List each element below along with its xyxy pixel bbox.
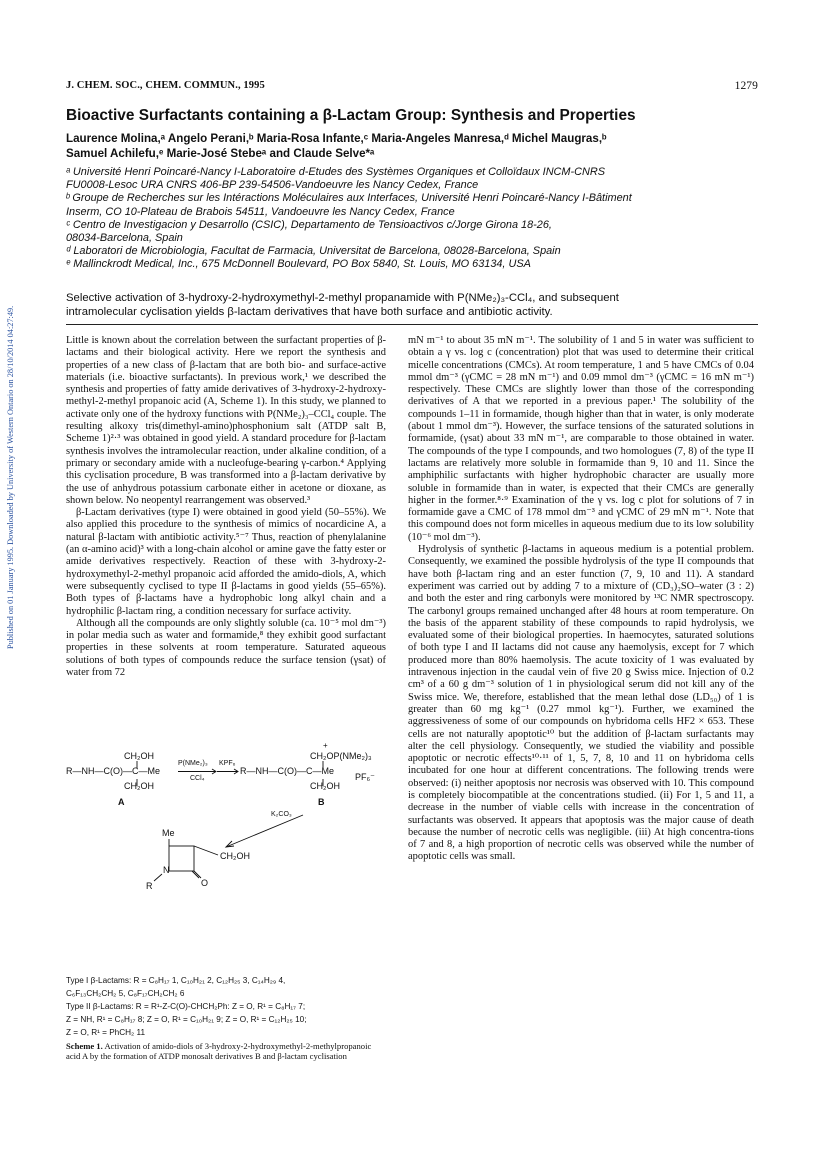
scheme-legend <box>66 974 396 1039</box>
affiliation-line: ᶜ Centro de Investigacion y Desarrollo (CSIC), Departamento de Tensioactivos c/Jorge Girona 18-26, <box>66 218 552 231</box>
paragraph: β-Lactam derivatives (type I) were obtained in good yield (50–55%). We also applied this procedure to the synthesis of mimics of nocardicine A, a natural β-lactam with antibiotic activity.⁵⁻⁷ Thus, reaction of phenylalanine (an α-amino acid)³ with a long-chain alcohol or amine gave the fatty ester or amide derivatives respectively. Reaction of these with 3-hydroxy-2-hydroxymethyl-2-methyl propanoic acid afforded the amido-diols, A, which were subsequently cyclised to type II β-lactams in good yields (55–65%). Both types of β-lactams have a hydrophobic long alkyl chain and a hydrophilic β-lactam ring, a condition necessary for surface activity. <box>66 507 386 617</box>
affiliations <box>66 166 766 272</box>
a-label: A <box>118 797 125 807</box>
article-title: Bioactive Surfactants containing a β-Lactam Group: Synthesis and Properties <box>66 107 636 124</box>
base-reagent: K₂CO₃ <box>271 811 292 818</box>
affiliation-line: ᵉ Mallinckrodt Medical, Inc., 675 McDonnell Boulevard, PO Box 5840, St. Louis, MO 63134, USA <box>66 258 531 271</box>
legend-line: Z = O, R¹ = PhCH₂ 11 <box>66 1028 146 1037</box>
paragraph: Although all the compounds are only slightly soluble (ca. 10⁻⁵ mol dm⁻³) in polar media such as water and formamide,⁸ they exhibit good surfactant properties in these solvents at room temperature. Saturated aqueous solutions of both types of compounds reduce the surface tension (γsat) of water from 72 <box>66 617 386 679</box>
reagent-2: KPF₆ <box>219 760 236 767</box>
abstract-line: intramolecular cyclisation yields β-lactam derivatives that have both surface and antibiotic activity. <box>66 306 553 319</box>
right-column <box>408 335 754 864</box>
paragraph: Hydrolysis of synthetic β-lactams in aqueous medium is a potential problem. Consequently, we examined the possible hydrolysis of the type II compounds that have both β-lactam ring and an ester function (7, 9, 10 and 11). A standard experiment was carried out by adding 7 to a mixture of (CD₃)₂SO–water (3 : 2) and both the ester and ring carbonyls were monitored by ¹³C NMR spectroscopy. The carbonyl groups remained unchanged after 48 hours at room temperature. On the basis of the apparent stability of these compounds to rapid hydrolysis, we evaluated some of their biological properties. In haemocytes, saturated solutions of both type I and II lactams did not cause any haemolysis, except for 7 which produced more than 80% haemolysis. The acute toxicity of 1 was evaluated by intravenous injection in the caudal vein of five 20 g Swiss mice. Injection of 0.2 cm³ of a 60 g dm⁻³ solution of 1 in physiological serum did not kill any of the Swiss mice. We, therefore, established that the mean lethal dose (LD₅₀) of 1 is greater than 60 mg kg⁻¹ (0.27 mmol kg⁻¹). Further, we examined the aggressiveness of some of our compounds on hybridoma cells HF2 × 653. These cells are not naturally apoptotic¹⁰ but the addition of β-lactam surfactants may alter the cell physiology. Consequently, we studied the viability and possible apoptotic or necrotic effects¹⁰·¹¹ of 1, 5, 7, 8, 10 and 11 on hybridoma cells incubated for one hour at different concentrations. The following trends were observed: (i) neither apoptosis nor necrosis was observed with 10. This compound is completely biocompatible at the concentrations studied. (ii) For 1, 5 and 11, a decrease in the number of viable cells with increase in the concentration of surfactants was observed. It appears that apoptosis was the major cause of death because the number of necrotic cells was negligible. (iii) At high concentra-tions of 7 and 8, a high proportion of necrotic cells was observed while the number of apoptotic cells was small. <box>408 544 754 863</box>
affiliation-line: FU0008-Lesoc URA CNRS 406-BP 239-54506-Vandoeuvre les Nancy Cedex, France <box>66 179 479 192</box>
affiliation-line: 08034-Barcelona, Spain <box>66 232 183 245</box>
lactam-nitrogen: N <box>163 865 170 875</box>
download-notice: Published on 01 January 1995. Downloaded by University of Western Ontario on 28/10/2014 04:27:49. <box>6 305 15 649</box>
abstract-line: Selective activation of 3-hydroxy-2-hydroxymethyl-2-methyl propanamide with P(NMe₂)₃-CCl₄, and subsequent <box>66 292 619 304</box>
b-label: B <box>318 797 325 807</box>
affiliation-line: Inserm, CO 10-Plateau de Brabois 54511, Vandoeuvre les Nancy Cedex, France <box>66 205 455 218</box>
author-list <box>66 131 766 161</box>
abstract-divider <box>66 324 758 325</box>
journal-name: J. CHEM. SOC., CHEM. COMMUN., 1995 <box>66 80 265 91</box>
legend-line: Type I β-Lactams: R = C₈H₁₇ 1, C₁₀H₂₁ 2, C₁₂H₂₅ 3, C₁₄H₂₉ 4, <box>66 976 286 985</box>
a-main-chain: R—NH—C(O)—C—Me <box>66 766 160 776</box>
lactam-substituent: R <box>146 881 153 891</box>
legend-line: C₆F₁₃CH₂CH₂ 5, C₈F₁₇CH₂CH₂ 6 <box>66 989 185 998</box>
page-number: 1279 <box>734 80 758 92</box>
lactam-hydroxymethyl: CH₂OH <box>220 851 250 861</box>
affiliation-line: ᵃ Université Henri Poincaré-Nancy I-Laboratoire d-Etudes des Systèmes Organiques et Colloïdaux INCM-CNRS <box>66 166 605 178</box>
b-charge: + <box>323 741 328 750</box>
reagent-1: P(NMe₂)₃ <box>178 760 208 767</box>
paragraph: mN m⁻¹ to about 35 mN m⁻¹. The solubility of 1 and 5 in water was sufficient to obtain a γ vs. log c (concentration) plot that was used to determine their critical micelle concentrations (CMCs). At room temperature, 1 and 5 have CMCs of 0.04 mmol dm⁻³ (γCMC = 28 mN m⁻¹) and 0.09 mmol dm⁻³ (γCMC = 16 mN m⁻¹) respectively. These CMCs are slightly lower than those of the corresponding derivatives of A that we reported in a previous paper.¹ The solubility of the compounds 1–11 in formamide, though higher than that in water, is only moderate (about 1 mmol dm⁻³). However, the surface tensions of the saturated solutions in formamide, (γsat) about 33 mN m⁻¹, are comparable to those obtained in water. The compounds of the type I compounds, and two homologues (7, 8) of the type II lactams are relatively more soluble in formamide than 9, 10 and 11. Since the amphiphilic surfactants with higher hydrophobic character are usually more soluble in formamide than in water, is expected that their CMCs are generally higher in the former.⁸·⁹ Examination of the γ vs. log c plot for solutions of 7 in formamide gave a CMC of 178 mmol dm⁻³ and γCMC of 29 mN m⁻¹. Note that this compound does not form micelles in aqueous medium due to its low solubility (10⁻⁶ mol dm⁻³). <box>408 335 754 543</box>
scheme-caption <box>66 1041 386 1062</box>
b-top-group: CH₂OP(NMe₂)₃ <box>310 751 372 761</box>
b-bottom-group: CH₂OH <box>310 781 340 791</box>
b-counterion: PF₆⁻ <box>355 772 375 782</box>
b-main-chain: R—NH—C(O)—C—Me <box>240 766 334 776</box>
a-bottom-group: CH₂OH <box>124 781 154 791</box>
caption-text: Activation of amido-diols of 3-hydroxy-2-hydroxymethyl-2-methylpropanoic acid A by the formation of ATDP monosalt derivatives B and β-lactam cyclisation <box>66 1041 372 1062</box>
legend-line: Type II β-Lactams: R = R¹-Z-C(O)-CHCH₂Ph: Z = O, R¹ = C₈H₁₇ 7; <box>66 1002 306 1011</box>
affiliation-line: ᵇ Groupe de Recherches sur les Intéractions Moléculaires aux Interfaces, Université Henri Poincaré-Nancy I-Bâtiment <box>66 192 632 205</box>
author-line: Samuel Achilefu,ᵉ Marie-José Stebeᵃ and Claude Selve*ᵃ <box>66 147 375 160</box>
reagent-1-solvent: CCl₄ <box>190 775 205 782</box>
a-top-group: CH₂OH <box>124 751 154 761</box>
abstract <box>66 291 756 320</box>
caption-label: Scheme 1. <box>66 1041 103 1051</box>
left-column <box>66 335 386 679</box>
scheme-1 <box>66 741 386 1062</box>
author-line: Laurence Molina,ᵃ Angelo Perani,ᵇ Maria-Rosa Infante,ᶜ Maria-Angeles Manresa,ᵈ Michel Maugras,ᵇ <box>66 132 607 145</box>
lactam-carbonyl-oxygen: O <box>201 878 209 888</box>
legend-line: Z = NH, R¹ = C₈H₁₇ 8; Z = O, R¹ = C₁₀H₂₁ 9; Z = O, R¹ = C₁₂H₂₅ 10; <box>66 1015 307 1024</box>
running-header <box>66 80 758 94</box>
affiliation-line: ᵈ Laboratori de Microbiologia, Facultat de Farmacia, Universitat de Barcelona, 08028-Barcelona, Spain <box>66 245 561 258</box>
paragraph: Little is known about the correlation between the surfactant properties of β-lactams and their biological activity. Here we report the synthesis and properties of a new class of β-lactam that are both bio- and surface-active materials (i.e. bioactive surfactants). In previous work,¹ we described the synthesis and properties of fatty amide derivatives of 3-hydroxy-2-hydroxy-methyl-2-methyl propanoic acid (A, Scheme 1). In this study, we planned to activate only one of the hydroxy functions with P(NMe₂)₃–CCl₄ couple. The resulting alkoxy tris(dimethyl-amino)phosphonium salt (ATDP salt B, Scheme 1)²·³ was obtained in good yield. A standard procedure for β-lactam synthesis involves the intramolecular reaction, under alkaline condition, of a primary or secondary amide with a nucleofuge-bearing γ-carbon.⁴ Applying this cyclisation procedure, B was transformed into a β-lactam derivative by the use of anhydrous potassium carbonate either in acetone or dioxane, as shown below. No neopentyl rearrangement was observed.³ <box>66 335 386 506</box>
lactam-methyl: Me <box>162 828 175 838</box>
